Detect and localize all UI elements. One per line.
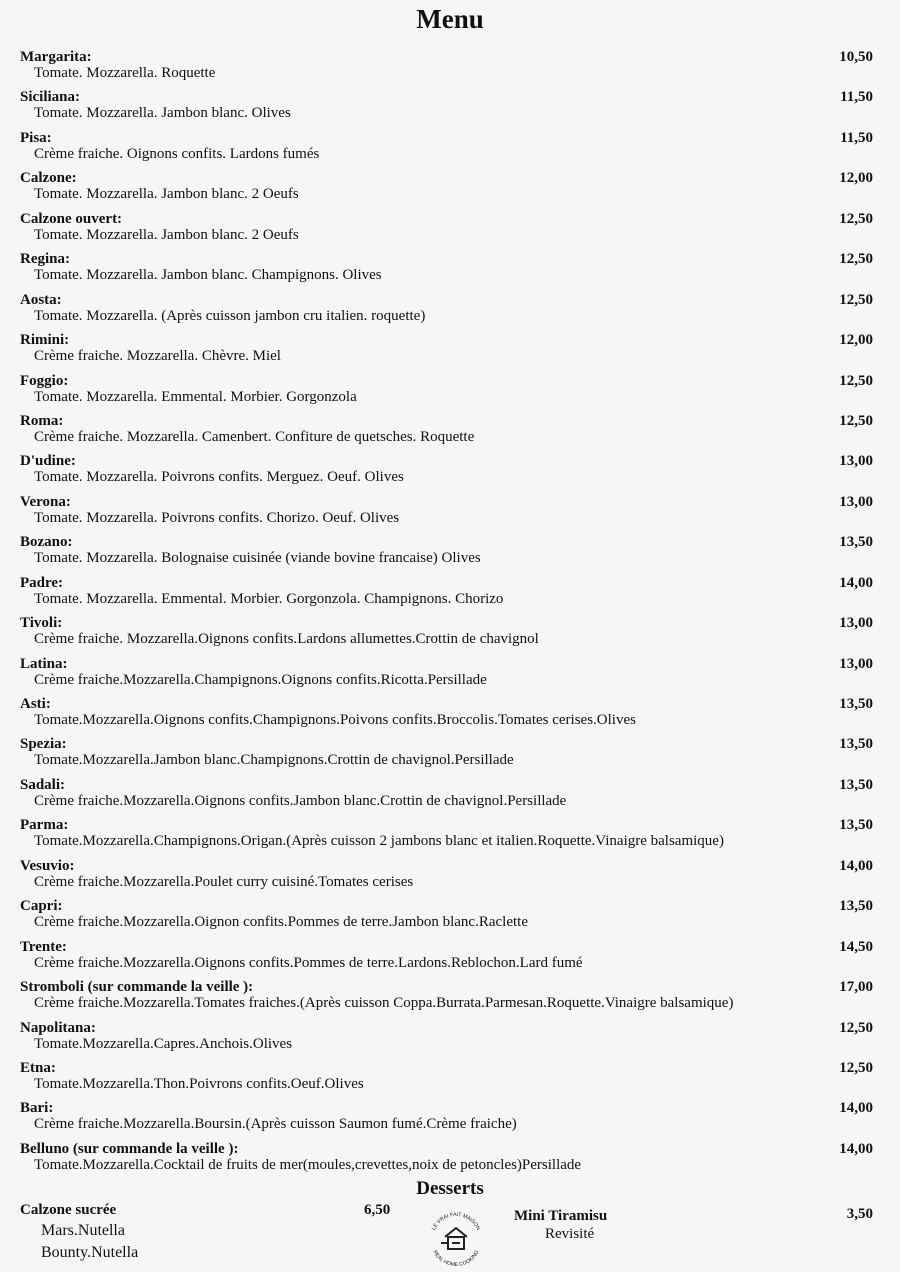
- menu-item: [0, 412, 900, 452]
- menu-item: [0, 776, 900, 816]
- house-pan-icon: [441, 1228, 467, 1249]
- menu-item: [0, 655, 900, 695]
- menu-item-price: 14,00: [839, 1100, 873, 1117]
- stamp-bottom-text: REAL HOME COOKING: [431, 1249, 481, 1267]
- menu-item-description: Tomate. Mozzarella. Poivrons confits. Chorizo. Oeuf. Olives: [34, 509, 400, 526]
- dessert-name-right: Mini Tiramisu: [514, 1208, 608, 1224]
- menu-item-price: 13,00: [839, 655, 873, 672]
- menu-item-price: 13,00: [839, 615, 873, 632]
- menu-item-name: Parma:: [20, 817, 69, 834]
- menu-item-price: 14,00: [839, 1140, 873, 1157]
- menu-item-price: 14,00: [839, 857, 873, 874]
- menu-item-price: 14,00: [839, 574, 873, 591]
- dessert-price-right: 3,50: [846, 1206, 873, 1222]
- dessert-variant: Bounty.Nutella: [41, 1244, 139, 1261]
- menu-item: [0, 574, 900, 614]
- menu-item: [0, 614, 900, 654]
- menu-item-name: Verona:: [20, 493, 71, 510]
- menu-item-name: Capri:: [20, 898, 63, 915]
- menu-item-price: 10,50: [839, 49, 873, 65]
- menu-item-name: Bozano:: [20, 534, 73, 551]
- menu-item-description: Tomate. Mozzarella. Jambon blanc. 2 Oeufs: [34, 186, 299, 203]
- menu-item-description: Crème fraiche. Oignons confits. Lardons fumés: [34, 145, 320, 162]
- menu-item-price: 12,50: [839, 1019, 873, 1036]
- menu-item: [0, 695, 900, 735]
- menu-item-price: 13,00: [839, 453, 873, 470]
- menu-item-name: Roma:: [20, 412, 64, 429]
- menu-item-price: 13,50: [839, 898, 873, 915]
- menu-item-price: 13,50: [839, 696, 873, 712]
- menu-item-price: 13,50: [839, 736, 873, 753]
- menu-item-description: Crème fraiche.Mozzarella.Oignons confits.Pommes de terre.Lardons.Reblochon.Lard fumé: [34, 954, 583, 971]
- menu-item-description: Tomate.Mozzarella.Champignons.Origan.(Après cuisson 2 jambons blanc et italien.Roquette.Vinaigre balsamique): [34, 833, 724, 850]
- menu-item-name: Stromboli (sur commande la veille ):: [20, 979, 254, 996]
- menu-item: [0, 938, 900, 978]
- menu-item-name: Vesuvio:: [20, 857, 75, 874]
- menu-item-description: Crème fraiche. Mozzarella. Camenbert. Confiture de quetsches. Roquette: [34, 428, 475, 445]
- menu-item-description: Tomate. Mozzarella. Emmental. Morbier. Gorgonzola. Champignons. Chorizo: [34, 590, 504, 607]
- menu-item-description: Tomate. Mozzarella. Jambon blanc. 2 Oeufs: [34, 226, 299, 243]
- menu-item: [0, 493, 900, 533]
- menu-item-name: Tivoli:: [20, 615, 63, 632]
- fait-maison-logo-icon: [423, 1207, 489, 1267]
- menu-item-price: 12,00: [839, 332, 873, 349]
- menu-item-price: 12,50: [839, 291, 873, 308]
- menu-item-description: Tomate. Mozzarella. Jambon blanc. Champignons. Olives: [34, 267, 382, 284]
- menu-item: [0, 129, 900, 169]
- menu-item-description: Tomate.Mozzarella.Thon.Poivrons confits.Oeuf.Olives: [34, 1075, 364, 1092]
- menu-item-description: Crème fraiche. Mozzarella.Oignons confits.Lardons allumettes.Crottin de chavignol: [34, 631, 539, 648]
- menu-item: [0, 897, 900, 937]
- menu-item-name: Napolitana:: [20, 1019, 96, 1036]
- menu-item: [0, 735, 900, 775]
- menu-item-name: Pisa:: [20, 129, 52, 146]
- menu-item-name: Aosta:: [20, 291, 62, 308]
- menu-item-price: 13,50: [839, 534, 873, 551]
- menu-item: [0, 1059, 900, 1099]
- menu-item-name: Sadali:: [20, 776, 66, 793]
- menu-title: Menu: [416, 4, 484, 34]
- menu-item: [0, 452, 900, 492]
- menu-item-price: 12,50: [839, 251, 873, 268]
- menu-item-price: 11,50: [840, 89, 873, 106]
- menu-item-name: Foggio:: [20, 372, 69, 389]
- menu-item-description: Crème fraiche.Mozzarella.Poulet curry cuisiné.Tomates cerises: [34, 873, 414, 890]
- menu-item-description: Tomate.Mozzarella.Oignons confits.Champignons.Poivons confits.Broccolis.Tomates cerises.Olives: [34, 712, 636, 728]
- menu-item: [0, 88, 900, 128]
- menu-item-name: Calzone ouvert:: [20, 210, 123, 227]
- menu-item-name: D'udine:: [20, 453, 76, 470]
- menu-item: [0, 291, 900, 331]
- menu-item: [0, 1019, 900, 1059]
- menu-item-price: 12,50: [839, 1059, 873, 1076]
- menu-item-description: Crème fraiche. Mozzarella. Chèvre. Miel: [34, 348, 281, 365]
- menu-item-price: 13,00: [839, 493, 873, 510]
- menu-item-name: Latina:: [20, 655, 68, 672]
- menu-item-name: Asti:: [20, 696, 51, 712]
- dessert-subtitle: Revisité: [545, 1226, 595, 1242]
- menu-item: [0, 1140, 900, 1180]
- menu-item-price: 12,50: [839, 412, 873, 429]
- svg-text:REAL HOME COOKING: [431, 1250, 480, 1267]
- menu-item-description: Tomate. Mozzarella. Emmental. Morbier. Gorgonzola: [34, 388, 357, 405]
- menu-item: [0, 210, 900, 250]
- menu-item-name: Trente:: [20, 938, 67, 955]
- menu-item: [0, 1099, 900, 1139]
- menu-item-price: 13,50: [839, 817, 873, 834]
- menu-item-name: Siciliana:: [20, 89, 81, 106]
- menu-item-description: Tomate. Mozzarella. Bolognaise cuisinée (viande bovine francaise) Olives: [34, 550, 481, 567]
- menu-item-price: 17,00: [839, 979, 873, 996]
- menu-item: [0, 372, 900, 412]
- desserts-title: Desserts: [416, 1178, 484, 1199]
- menu-item-description: Tomate.Mozzarella.Jambon blanc.Champignons.Crottin de chavignol.Persillade: [34, 752, 514, 769]
- menu-item-price: 14,50: [839, 938, 873, 955]
- menu-item: [0, 816, 900, 856]
- menu-item-price: 11,50: [840, 129, 873, 146]
- menu-item-name: Margarita:: [20, 49, 92, 65]
- menu-item-price: 13,50: [839, 776, 873, 793]
- menu-item-description: Crème fraiche.Mozzarella.Champignons.Oignons confits.Ricotta.Persillade: [34, 671, 487, 688]
- menu-item-description: Tomate.Mozzarella.Capres.Anchois.Olives: [34, 1035, 293, 1052]
- dessert-price-left: 6,50: [364, 1202, 391, 1218]
- dessert-variant: Mars.Nutella: [41, 1222, 125, 1239]
- menu-item: [0, 48, 900, 88]
- menu-item-description: Crème fraiche.Mozzarella.Oignon confits.Pommes de terre.Jambon blanc.Raclette: [34, 914, 528, 931]
- menu-item: [0, 331, 900, 371]
- stamp-top-text: LE VRAI FAIT MAISON: [431, 1211, 481, 1232]
- menu-item-name: Bari:: [20, 1100, 54, 1117]
- menu-item-name: Regina:: [20, 251, 70, 268]
- menu-item-price: 12,50: [839, 372, 873, 389]
- menu-item-description: Tomate. Mozzarella. Roquette: [34, 65, 216, 81]
- menu-item-description: Tomate. Mozzarella. Poivrons confits. Merguez. Oeuf. Olives: [34, 469, 404, 486]
- menu-item-name: Etna:: [20, 1059, 56, 1076]
- dessert-name-left: Calzone sucrée: [20, 1202, 117, 1218]
- menu-item: [0, 978, 900, 1018]
- menu-item: [0, 169, 900, 209]
- menu-item-name: Calzone:: [20, 170, 77, 187]
- menu-item-description: Crème fraiche.Mozzarella.Oignons confits.Jambon blanc.Crottin de chavignol.Persillade: [34, 792, 567, 809]
- menu-item-description: Tomate. Mozzarella. Jambon blanc. Olives: [34, 105, 291, 122]
- menu-item-price: 12,50: [839, 210, 873, 227]
- menu-item: [0, 857, 900, 897]
- menu-item-description: Crème fraiche.Mozzarella.Tomates fraiches.(Après cuisson Coppa.Burrata.Parmesan.Roquette.Vinaigre balsamique): [34, 995, 734, 1012]
- menu-item-name: Belluno (sur commande la veille ):: [20, 1140, 239, 1157]
- menu-item-price: 12,00: [839, 170, 873, 187]
- menu-item-description: Tomate. Mozzarella. (Après cuisson jambon cru italien. roquette): [34, 307, 426, 324]
- menu-item-name: Spezia:: [20, 736, 67, 753]
- menu-item-name: Rimini:: [20, 332, 70, 349]
- pizza-list: [0, 48, 900, 1180]
- menu-item: [0, 533, 900, 573]
- menu-item: [0, 250, 900, 290]
- menu-item-description: Crème fraiche.Mozzarella.Boursin.(Après cuisson Saumon fumé.Crème fraiche): [34, 1116, 517, 1133]
- menu-item-description: Tomate.Mozzarella.Cocktail de fruits de mer(moules,crevettes,noix de petoncles)Persillade: [34, 1156, 582, 1173]
- menu-item-name: Padre:: [20, 574, 64, 591]
